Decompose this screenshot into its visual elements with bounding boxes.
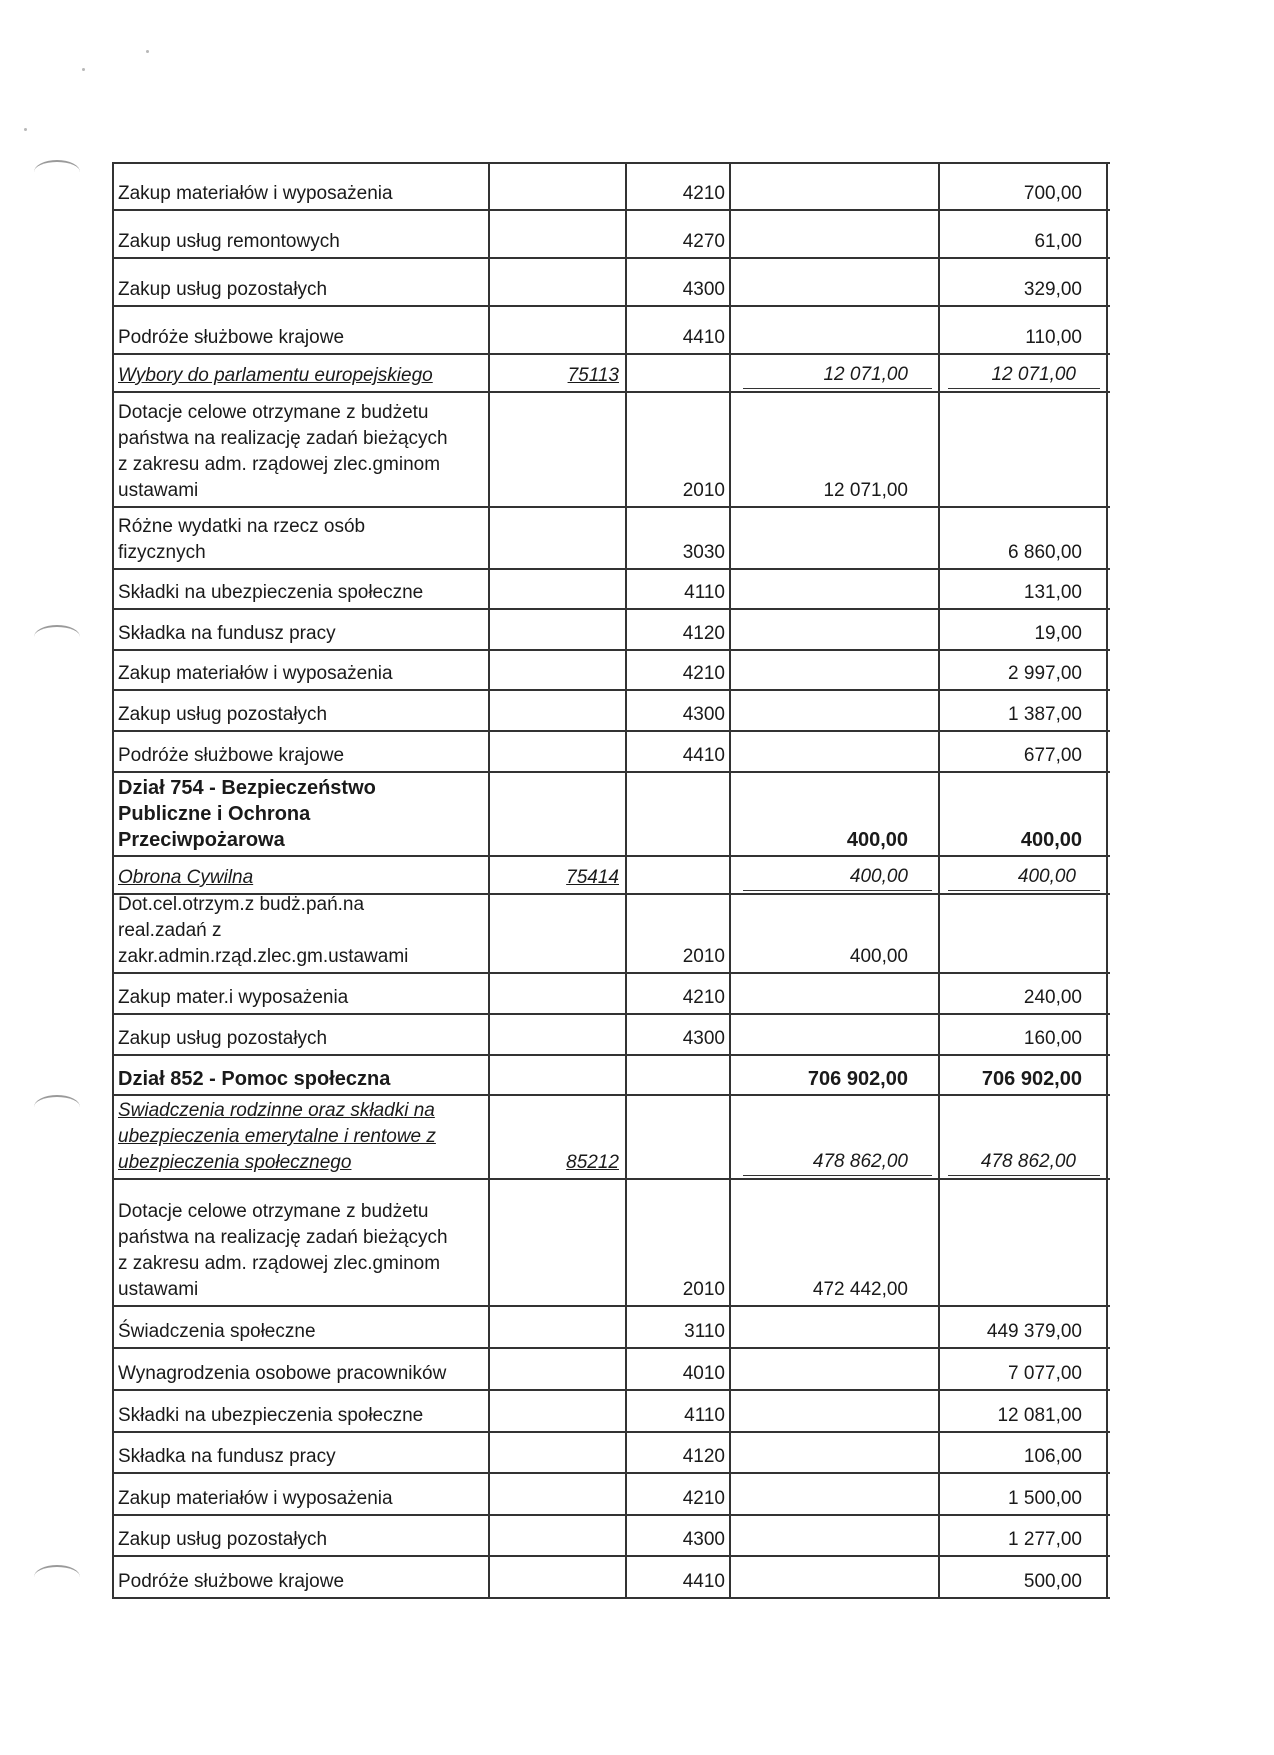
item-name: Świadczenia społeczne	[118, 1321, 316, 1342]
item-name-cell	[114, 259, 490, 305]
expense-amount-cell	[940, 691, 1108, 730]
expense-amount: 1 500,00	[1008, 1488, 1082, 1509]
section-code: 75414	[566, 867, 619, 888]
item-name-cell	[114, 570, 490, 608]
item-name: Zakup usług pozostałych	[118, 1028, 328, 1049]
expense-amount: 12 081,00	[997, 1405, 1082, 1426]
paragraph-code: 3110	[684, 1321, 725, 1342]
paragraph-code-cell	[627, 1015, 731, 1054]
expense-amount-cell	[940, 508, 1108, 568]
paragraph-code-cell	[627, 651, 731, 689]
table-row	[114, 307, 1110, 355]
expense-amount: 2 997,00	[1008, 663, 1082, 684]
item-name: Różne wydatki na rzecz osób fizycznych	[118, 516, 366, 563]
income-amount-cell	[731, 773, 940, 855]
table-row	[114, 1474, 1110, 1516]
expense-amount-cell	[940, 355, 1108, 391]
section-code-cell	[490, 691, 627, 730]
section-code-cell	[490, 1474, 627, 1514]
income-amount-cell	[731, 307, 940, 353]
table-row	[114, 1015, 1110, 1056]
income-amount: 400,00	[846, 829, 908, 851]
table-row	[114, 259, 1110, 307]
paragraph-code-cell	[627, 895, 731, 972]
table-row	[114, 393, 1110, 508]
item-name: Wybory do parlamentu europejskiego	[118, 365, 433, 386]
income-amount: 706 902,00	[807, 1068, 908, 1090]
item-name-cell	[114, 1557, 490, 1597]
item-name: Zakup usług remontowych	[118, 231, 340, 252]
expense-amount-cell	[940, 651, 1108, 689]
section-code-cell	[490, 974, 627, 1013]
expense-amount-cell	[940, 211, 1108, 257]
section-code-cell	[490, 508, 627, 568]
chapter-row	[114, 857, 1110, 895]
income-amount-cell	[731, 651, 940, 689]
item-name: Dotacje celowe otrzymane z budżetu państwa na realizację zadań bieżących z zakresu adm. rządowej zlec.gminom ustawami	[118, 402, 448, 501]
expense-amount: 110,00	[1025, 327, 1082, 348]
paragraph-code-cell	[627, 259, 731, 305]
section-code-cell	[490, 1307, 627, 1347]
paragraph-code-cell	[627, 1433, 731, 1472]
paragraph-code-cell	[627, 211, 731, 257]
expense-amount-cell	[940, 1349, 1108, 1389]
section-code-cell	[490, 570, 627, 608]
expense-amount: 6 860,00	[1008, 542, 1082, 563]
paragraph-code-cell	[627, 355, 731, 391]
punch-hole-mark	[34, 1095, 80, 1119]
expense-amount: 400,00	[1020, 829, 1082, 851]
table-row	[114, 1349, 1110, 1391]
paragraph-code: 4010	[682, 1363, 725, 1384]
expense-amount: 19,00	[1034, 623, 1082, 644]
paragraph-code: 2010	[682, 946, 725, 967]
paragraph-code: 3030	[682, 542, 725, 563]
paragraph-code: 4300	[682, 279, 725, 300]
item-name-cell	[114, 651, 490, 689]
income-amount-cell	[731, 1391, 940, 1431]
table-row	[114, 974, 1110, 1015]
table-row	[114, 1516, 1110, 1557]
budget-table	[112, 162, 1110, 1599]
item-name-cell	[114, 610, 490, 649]
item-name: Zakup materiałów i wyposażenia	[118, 1488, 393, 1509]
item-name: Składki na ubezpieczenia społeczne	[118, 582, 424, 603]
paragraph-code-cell	[627, 1349, 731, 1389]
income-amount-cell	[731, 732, 940, 771]
expense-amount-cell	[940, 393, 1108, 506]
expense-amount: 449 379,00	[986, 1321, 1082, 1342]
expense-amount-cell	[940, 610, 1108, 649]
paragraph-code-cell	[627, 570, 731, 608]
table-row	[114, 1307, 1110, 1349]
section-code-cell	[490, 211, 627, 257]
item-name-cell	[114, 1015, 490, 1054]
section-code: 85212	[566, 1152, 619, 1173]
item-name: Podróże służbowe krajowe	[118, 327, 345, 348]
income-amount-cell	[731, 691, 940, 730]
expense-amount-cell	[940, 1433, 1108, 1472]
expense-amount: 12 071,00	[948, 362, 1100, 389]
section-code-cell	[490, 732, 627, 771]
item-name-cell	[114, 974, 490, 1013]
table-row	[114, 211, 1110, 259]
paragraph-code: 2010	[682, 1279, 725, 1300]
table-row	[114, 570, 1110, 610]
expense-amount: 706 902,00	[981, 1068, 1082, 1090]
income-amount-cell	[731, 1056, 940, 1094]
section-code-cell	[490, 259, 627, 305]
paragraph-code-cell	[627, 732, 731, 771]
expense-amount: 1 387,00	[1008, 704, 1082, 725]
item-name-cell	[114, 1349, 490, 1389]
section-code-cell	[490, 895, 627, 972]
income-amount: 12 071,00	[823, 480, 908, 501]
item-name: Dotacje celowe otrzymane z budżetu państwa na realizację zadań bieżących z zakresu adm. rządowej zlec.gminom ustawami	[118, 1201, 448, 1300]
table-row	[114, 1391, 1110, 1433]
table-row	[114, 610, 1110, 651]
expense-amount-cell	[940, 307, 1108, 353]
paragraph-code: 2010	[682, 480, 725, 501]
section-code-cell	[490, 1056, 627, 1094]
paragraph-code: 4110	[684, 582, 725, 603]
item-name-cell	[114, 355, 490, 391]
paragraph-code-cell	[627, 974, 731, 1013]
expense-amount: 1 277,00	[1008, 1529, 1082, 1550]
chapter-row	[114, 355, 1110, 393]
item-name-cell	[114, 307, 490, 353]
section-code-cell	[490, 610, 627, 649]
expense-amount-cell	[940, 1557, 1108, 1597]
paragraph-code-cell	[627, 393, 731, 506]
expense-amount: 329,00	[1023, 279, 1082, 300]
expense-amount: 400,00	[948, 864, 1100, 891]
paragraph-code-cell	[627, 164, 731, 209]
income-amount-cell	[731, 164, 940, 209]
paragraph-code: 4210	[682, 663, 725, 684]
expense-amount: 677,00	[1023, 745, 1082, 766]
item-name: Dot.cel.otrzym.z budż.pań.na real.zadań z zakr.admin.rząd.zlec.gm.ustawami	[118, 895, 409, 967]
section-code-cell	[490, 1557, 627, 1597]
income-amount-cell	[731, 1557, 940, 1597]
item-name: Zakup materiałów i wyposażenia	[118, 183, 393, 204]
paragraph-code-cell	[627, 1557, 731, 1597]
item-name: Zakup usług pozostałych	[118, 704, 328, 725]
income-amount-cell	[731, 1433, 940, 1472]
paragraph-code-cell	[627, 1096, 731, 1178]
expense-amount-cell	[940, 895, 1108, 972]
expense-amount: 500,00	[1023, 1571, 1082, 1592]
item-name-cell	[114, 1391, 490, 1431]
income-amount-cell	[731, 1474, 940, 1514]
table-row	[114, 1433, 1110, 1474]
income-amount-cell	[731, 895, 940, 972]
item-name: Dział 852 - Pomoc społeczna	[118, 1068, 391, 1090]
scan-speck	[82, 68, 85, 71]
item-name: Zakup materiałów i wyposażenia	[118, 663, 393, 684]
income-amount: 400,00	[849, 946, 908, 967]
expense-amount: 700,00	[1023, 183, 1082, 204]
paragraph-code-cell	[627, 691, 731, 730]
item-name-cell	[114, 691, 490, 730]
section-code-cell	[490, 1433, 627, 1472]
expense-amount: 240,00	[1023, 987, 1082, 1008]
income-amount-cell	[731, 1307, 940, 1347]
income-amount-cell	[731, 610, 940, 649]
punch-hole-mark	[34, 1565, 80, 1589]
income-amount-cell	[731, 508, 940, 568]
section-code-cell	[490, 1391, 627, 1431]
expense-amount-cell	[940, 732, 1108, 771]
expense-amount: 131,00	[1023, 582, 1082, 603]
expense-amount: 160,00	[1023, 1028, 1082, 1049]
expense-amount-cell	[940, 974, 1108, 1013]
income-amount-cell	[731, 393, 940, 506]
item-name-cell	[114, 164, 490, 209]
paragraph-code: 4300	[682, 1028, 725, 1049]
paragraph-code-cell	[627, 307, 731, 353]
table-row	[114, 651, 1110, 691]
item-name: Dział 754 - Bezpieczeństwo Publiczne i Ochrona Przeciwpożarowa	[118, 777, 376, 851]
table-row	[114, 732, 1110, 773]
item-name-cell	[114, 732, 490, 771]
income-amount-cell	[731, 1180, 940, 1305]
item-name: Swiadczenia rodzinne oraz składki na ubezpieczenia emerytalne i rentowe z ubezpieczenia społecznego	[118, 1100, 436, 1173]
item-name-cell	[114, 1096, 490, 1178]
income-amount-cell	[731, 1516, 940, 1555]
item-name-cell	[114, 1307, 490, 1347]
expense-amount-cell	[940, 259, 1108, 305]
income-amount-cell	[731, 211, 940, 257]
item-name: Składka na fundusz pracy	[118, 623, 336, 644]
scan-speck	[24, 128, 27, 131]
expense-amount-cell	[940, 1180, 1108, 1305]
expense-amount: 61,00	[1034, 231, 1082, 252]
section-code-cell	[490, 773, 627, 855]
paragraph-code: 4410	[682, 745, 725, 766]
income-amount: 12 071,00	[743, 362, 932, 389]
income-amount-cell	[731, 570, 940, 608]
expense-amount: 478 862,00	[948, 1149, 1100, 1176]
chapter-row	[114, 1096, 1110, 1180]
paragraph-code: 4210	[682, 987, 725, 1008]
section-code-cell	[490, 1015, 627, 1054]
item-name-cell	[114, 895, 490, 972]
paragraph-code-cell	[627, 508, 731, 568]
income-amount-cell	[731, 857, 940, 893]
section-code-cell	[490, 164, 627, 209]
table-row	[114, 691, 1110, 732]
expense-amount-cell	[940, 1307, 1108, 1347]
item-name-cell	[114, 1056, 490, 1094]
table-row	[114, 895, 1110, 974]
item-name-cell	[114, 857, 490, 893]
section-code-cell	[490, 1180, 627, 1305]
income-amount-cell	[731, 1349, 940, 1389]
item-name: Podróże służbowe krajowe	[118, 745, 345, 766]
income-amount-cell	[731, 1015, 940, 1054]
income-amount: 478 862,00	[743, 1149, 932, 1176]
item-name: Obrona Cywilna	[118, 867, 254, 888]
paragraph-code: 4270	[682, 231, 725, 252]
expense-amount: 106,00	[1023, 1446, 1082, 1467]
division-row	[114, 773, 1110, 857]
expense-amount-cell	[940, 164, 1108, 209]
expense-amount-cell	[940, 1516, 1108, 1555]
item-name: Składka na fundusz pracy	[118, 1446, 336, 1467]
section-code-cell	[490, 651, 627, 689]
table-row	[114, 1557, 1110, 1599]
paragraph-code-cell	[627, 1391, 731, 1431]
punch-hole-mark	[34, 160, 80, 184]
section-code-cell	[490, 393, 627, 506]
paragraph-code-cell	[627, 773, 731, 855]
scan-speck	[146, 50, 149, 53]
income-amount: 472 442,00	[812, 1279, 908, 1300]
item-name-cell	[114, 1433, 490, 1472]
item-name-cell	[114, 393, 490, 506]
item-name: Zakup usług pozostałych	[118, 279, 328, 300]
item-name-cell	[114, 508, 490, 568]
expense-amount-cell	[940, 1096, 1108, 1178]
paragraph-code-cell	[627, 1307, 731, 1347]
expense-amount-cell	[940, 773, 1108, 855]
section-code-cell	[490, 857, 627, 893]
punch-hole-mark	[34, 625, 80, 649]
item-name: Zakup mater.i wyposażenia	[118, 987, 349, 1008]
table-row	[114, 164, 1110, 211]
income-amount-cell	[731, 974, 940, 1013]
section-code-cell	[490, 307, 627, 353]
paragraph-code: 4120	[682, 1446, 725, 1467]
paragraph-code: 4300	[682, 1529, 725, 1550]
income-amount-cell	[731, 1096, 940, 1178]
income-amount-cell	[731, 259, 940, 305]
paragraph-code-cell	[627, 857, 731, 893]
table-row	[114, 1180, 1110, 1307]
paragraph-code: 4110	[684, 1405, 725, 1426]
income-amount-cell	[731, 355, 940, 391]
expense-amount-cell	[940, 1391, 1108, 1431]
expense-amount-cell	[940, 1474, 1108, 1514]
item-name: Zakup usług pozostałych	[118, 1529, 328, 1550]
paragraph-code-cell	[627, 610, 731, 649]
item-name-cell	[114, 211, 490, 257]
expense-amount-cell	[940, 857, 1108, 893]
paragraph-code-cell	[627, 1056, 731, 1094]
paragraph-code: 4410	[682, 1571, 725, 1592]
paragraph-code: 4210	[682, 183, 725, 204]
item-name: Składki na ubezpieczenia społeczne	[118, 1405, 424, 1426]
item-name-cell	[114, 1474, 490, 1514]
table-row	[114, 508, 1110, 570]
paragraph-code-cell	[627, 1474, 731, 1514]
expense-amount: 7 077,00	[1008, 1363, 1082, 1384]
paragraph-code-cell	[627, 1516, 731, 1555]
section-code-cell	[490, 1096, 627, 1178]
item-name: Podróże służbowe krajowe	[118, 1571, 345, 1592]
section-code: 75113	[567, 365, 619, 386]
section-code-cell	[490, 355, 627, 391]
item-name-cell	[114, 1516, 490, 1555]
paragraph-code: 4120	[682, 623, 725, 644]
paragraph-code-cell	[627, 1180, 731, 1305]
item-name: Wynagrodzenia osobowe pracowników	[118, 1363, 447, 1384]
item-name-cell	[114, 1180, 490, 1305]
income-amount: 400,00	[743, 864, 932, 891]
item-name-cell	[114, 773, 490, 855]
paragraph-code: 4210	[682, 1488, 725, 1509]
paragraph-code: 4300	[682, 704, 725, 725]
expense-amount-cell	[940, 1015, 1108, 1054]
section-code-cell	[490, 1516, 627, 1555]
paragraph-code: 4410	[682, 327, 725, 348]
expense-amount-cell	[940, 570, 1108, 608]
section-code-cell	[490, 1349, 627, 1389]
expense-amount-cell	[940, 1056, 1108, 1094]
division-row	[114, 1056, 1110, 1096]
